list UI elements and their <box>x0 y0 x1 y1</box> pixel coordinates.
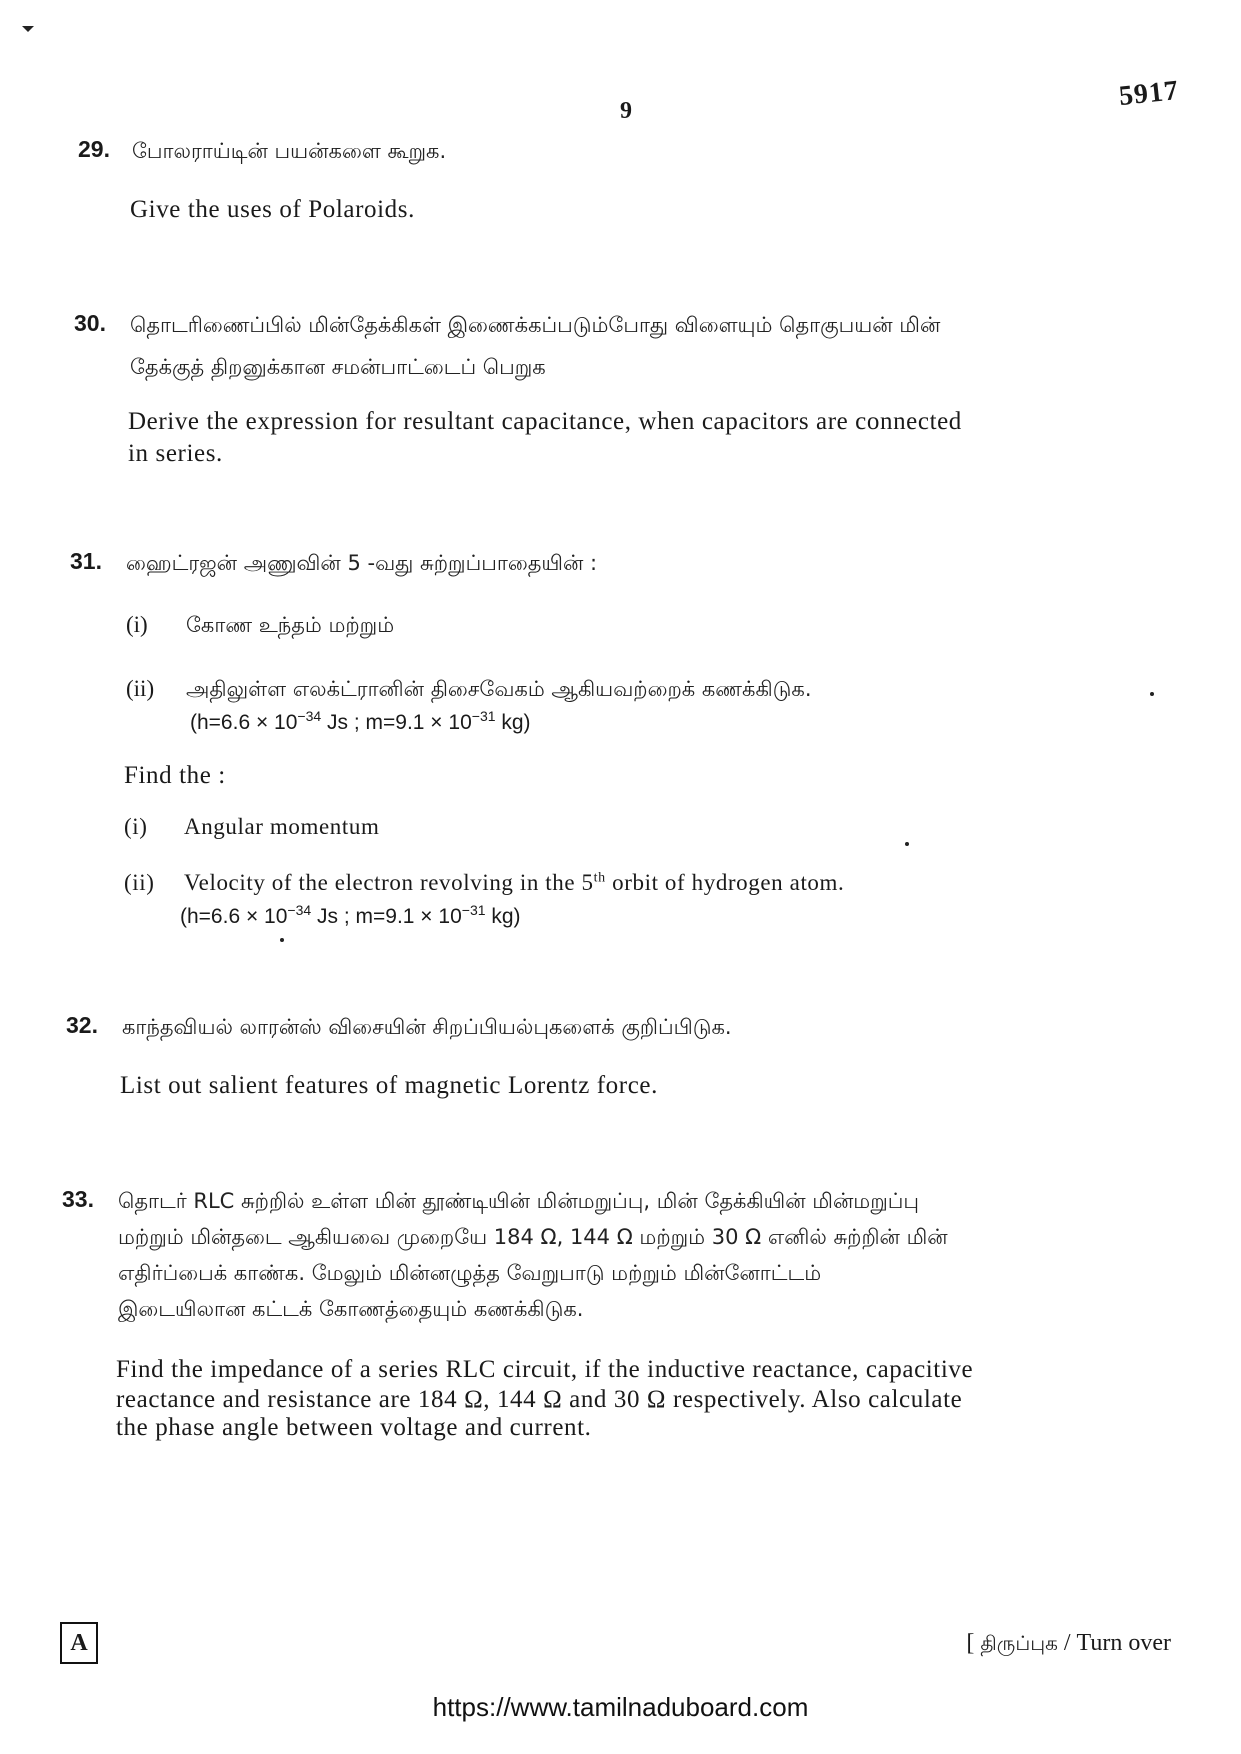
subpart-text: orbit of hydrogen atom. <box>605 870 845 895</box>
paper-code: 5917 <box>1117 74 1181 113</box>
question-tamil-line: எதிர்ப்பைக் காண்க. மேலும் மின்னழுத்த வேறுபாடு மற்றும் மின்னோட்டம் <box>118 1261 822 1285</box>
subpart-sup: th <box>593 870 606 886</box>
question-number: 32. <box>66 1012 98 1038</box>
question-number: 30. <box>74 310 106 336</box>
formula-part: (h=6.6 × 10 <box>190 711 298 734</box>
page-number: 9 <box>620 98 632 124</box>
question-english-line: in series. <box>128 440 223 467</box>
formula-part: kg) <box>485 905 521 928</box>
subpart-text: கோண உந்தம் மற்றும் <box>186 613 395 637</box>
formula-exponent: −31 <box>461 902 486 918</box>
separator: / <box>1057 1630 1077 1656</box>
question-english-line: Derive the expression for resultant capacitance, when capacitors are connected <box>128 408 962 435</box>
formula-part: Js ; m=9.1 × 10 <box>321 711 472 734</box>
question-number: 33. <box>62 1186 94 1212</box>
subpart-text: அதிலுள்ள எலக்ட்ரானின் திசைவேகம் ஆகியவற்றைக் கணக்கிடுக. <box>186 677 812 701</box>
question-tamil-line: தொடர் RLC சுற்றில் உள்ள மின் தூண்டியின் மின்மறுப்பு, மின் தேக்கியின் மின்மறுப்பு <box>118 1189 920 1213</box>
turn-over-tamil: திருப்புக <box>980 1631 1058 1655</box>
formula-part: kg) <box>495 711 531 734</box>
bracket: [ <box>966 1630 975 1656</box>
question-english-text: Give the uses of Polaroids. <box>130 196 415 223</box>
question-tamil-line: மற்றும் மின்தடை ஆகியவை முறையே 184 Ω, 144 Ω மற்றும் 30 Ω எனில் சுற்றின் மின் <box>118 1225 948 1249</box>
speck-mark <box>280 938 284 942</box>
grade-box: A <box>60 1622 98 1664</box>
formula <box>190 708 531 735</box>
subpart-label: (i) <box>124 814 148 839</box>
formula-exponent: −34 <box>287 902 312 918</box>
tamil-subpart <box>126 612 394 640</box>
speck-mark <box>905 842 909 846</box>
subpart-text: Velocity of the electron revolving in the 5 <box>184 870 594 895</box>
question-tamil-line: தேக்குத் திறனுக்கான சமன்பாட்டைப் பெறுக <box>130 355 546 379</box>
english-subpart <box>124 870 844 896</box>
question-tamil-text: காந்தவியல் லாரன்ஸ் விசையின் சிறப்பியல்புகளைக் குறிப்பிடுக. <box>122 1015 732 1039</box>
formula-part: (h=6.6 × 10 <box>180 905 288 928</box>
speck-mark <box>1150 692 1154 696</box>
formula-exponent: −34 <box>297 708 322 724</box>
corner-mark <box>22 26 34 32</box>
question-english-text: Find the : <box>124 762 226 789</box>
turn-over-label <box>966 1630 1171 1658</box>
source-url[interactable]: https://www.tamilnaduboard.com <box>432 1692 809 1722</box>
question-english-line: Find the impedance of a series RLC circuit, if the inductive reactance, capacitive <box>116 1356 974 1383</box>
english-subpart <box>124 814 380 840</box>
turn-over-english: Turn over <box>1076 1630 1171 1656</box>
question-english-line: reactance and resistance are 184 Ω, 144 Ω and 30 Ω respectively. Also calculate <box>116 1386 963 1413</box>
tamil-subpart <box>126 676 812 704</box>
question-tamil-text: ஹைட்ரஜன் அணுவின் 5 -வது சுற்றுப்பாதையின் : <box>126 551 598 575</box>
formula <box>180 902 521 929</box>
question-tamil-line: இடையிலான கட்டக் கோணத்தையும் கணக்கிடுக. <box>118 1297 584 1321</box>
question-number: 31. <box>70 548 102 574</box>
question-tamil-text: போலராய்டின் பயன்களை கூறுக. <box>132 139 447 163</box>
subpart-label: (ii) <box>124 870 155 895</box>
question-number: 29. <box>78 136 110 162</box>
formula-part: Js ; m=9.1 × 10 <box>311 905 462 928</box>
question-english-line: the phase angle between voltage and current. <box>116 1414 592 1441</box>
subpart-label: (i) <box>126 612 148 637</box>
subpart-text: Angular momentum <box>184 814 380 839</box>
formula-exponent: −31 <box>471 708 496 724</box>
question-english-text: List out salient features of magnetic Lorentz force. <box>120 1072 658 1099</box>
subpart-label: (ii) <box>126 676 155 701</box>
question-tamil-line: தொடரிணைப்பில் மின்தேக்கிகள் இணைக்கப்படும்போது விளையும் தொகுபயன் மின் <box>130 313 941 337</box>
